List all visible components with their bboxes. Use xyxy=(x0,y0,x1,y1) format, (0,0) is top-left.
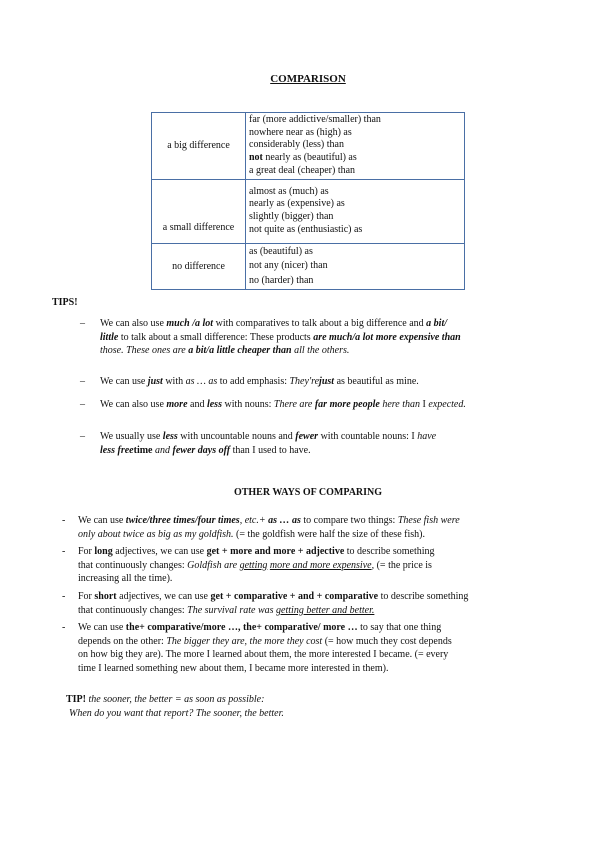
dash: - xyxy=(62,591,66,602)
text-run: get + more and more + adjective xyxy=(206,546,345,557)
text-run: short xyxy=(94,591,117,602)
example: a great deal (cheaper) than xyxy=(249,164,356,176)
text-run: here than xyxy=(379,399,421,410)
text-run: just xyxy=(147,376,163,387)
other-text xyxy=(78,514,548,541)
example: not quite as (enthusiastic) as xyxy=(249,223,363,235)
text-run: expected. xyxy=(428,399,466,410)
text-run: much /a lot xyxy=(166,318,214,329)
dash: – xyxy=(80,399,85,410)
example: as (beautiful) as xyxy=(249,245,313,257)
final-tip-line xyxy=(66,693,284,707)
other-text xyxy=(78,590,548,617)
text-run: to compare two things: xyxy=(300,515,398,526)
text-run: (= the price is xyxy=(376,559,432,571)
text-run: These fish were xyxy=(397,515,460,526)
text-run: less xyxy=(162,431,178,442)
other-text xyxy=(78,545,548,586)
text-run: a bit/ xyxy=(426,318,448,329)
tips-heading: TIPS! xyxy=(52,297,78,308)
text-run: far more people xyxy=(314,399,380,410)
example xyxy=(249,152,464,165)
text-run: increasing all the time). xyxy=(78,573,173,584)
example: considerably (less) than xyxy=(249,139,344,151)
text-run: We can use xyxy=(78,622,126,633)
text-run: just xyxy=(319,376,335,387)
text-run: get + comparative + and + comparative xyxy=(210,591,379,602)
tip-text xyxy=(100,317,540,358)
tip-text xyxy=(100,398,540,412)
dash: - xyxy=(62,546,66,557)
text-run: We can also use xyxy=(100,399,167,410)
tip-text: the sooner, the better = as soon as possible: xyxy=(86,694,265,705)
text-run: adjectives, we can use xyxy=(116,591,211,602)
text-run: those. These ones are xyxy=(100,345,189,356)
table-row xyxy=(152,113,465,180)
text-run: getting xyxy=(239,559,268,571)
text-run: time I learned something new about them, I became more interested in them). xyxy=(78,662,389,674)
text-run: all the others. xyxy=(291,345,350,356)
example-rest: nearly as (beautiful) as xyxy=(265,152,357,164)
table-row xyxy=(152,179,465,243)
text-run: We can use xyxy=(100,376,148,387)
row-label: a small difference xyxy=(152,179,246,243)
text-run: to talk about a small difference: These products xyxy=(118,331,314,343)
text-run: For xyxy=(78,546,95,557)
text-run: to describe something xyxy=(344,546,435,557)
tip-label: TIP! xyxy=(66,694,86,705)
dash: – xyxy=(80,431,85,442)
text-run: only about twice as big as my goldfish. xyxy=(78,528,234,540)
text-run: with nouns: xyxy=(221,399,274,410)
text-run: Goldfish are xyxy=(187,559,240,571)
text-run: adjectives, we can use xyxy=(112,546,207,557)
text-run: a bit/a little cheaper than xyxy=(188,345,292,356)
final-tip xyxy=(66,693,284,720)
text-run: We usually use xyxy=(100,431,163,442)
text-run: and xyxy=(187,399,207,410)
other-ways-heading: OTHER WAYS OF COMPARING xyxy=(233,487,383,498)
text-run: fewer xyxy=(295,431,319,442)
text-run: There are xyxy=(273,399,315,410)
text-run: that continuously changes: xyxy=(78,559,188,571)
text-run: with uncountable nouns and xyxy=(177,431,296,442)
row-examples xyxy=(246,243,465,290)
text-run: getting better and better. xyxy=(276,604,375,616)
text-run: on how big they are). The more I learned about them, the more interested I became. (= every xyxy=(78,649,449,660)
text-run: We can use xyxy=(78,515,126,526)
example: no (harder) than xyxy=(249,274,314,286)
text-run: twice/three times/four times xyxy=(125,515,240,526)
text-run: time xyxy=(133,444,153,456)
text-run: (= how much they cost depends xyxy=(322,635,452,647)
text-run: I xyxy=(420,399,429,410)
text-run: The survival rate was xyxy=(187,604,277,616)
example: nearly as (expensive) as xyxy=(249,198,345,210)
row-examples xyxy=(246,179,465,243)
tip-text xyxy=(100,375,540,389)
text-run: and xyxy=(152,444,173,456)
text-run: that continuously changes: xyxy=(78,604,188,616)
text-run: less free xyxy=(100,444,134,456)
text-run: than I used to have. xyxy=(230,444,311,456)
text-run: are much/a lot more expensive than xyxy=(313,331,461,343)
text-run: the+ comparative/more …, the+ comparative/ more … xyxy=(125,622,358,633)
text-run: The bigger they are, the more they cost xyxy=(166,635,323,647)
text-run: little xyxy=(100,331,119,343)
comparison-table xyxy=(151,112,465,290)
text-run: to describe something xyxy=(378,591,469,602)
row-label: a big difference xyxy=(152,113,246,180)
row-label: no difference xyxy=(152,243,246,290)
text-run: to say that one thing xyxy=(357,622,442,633)
text-run: as … as xyxy=(185,376,218,387)
text-run: , xyxy=(371,559,377,571)
dash: – xyxy=(80,318,85,329)
text-run: less xyxy=(206,399,222,410)
text-run: long xyxy=(94,546,113,557)
text-run: We can also use xyxy=(100,318,167,329)
other-text xyxy=(78,621,548,675)
table-row xyxy=(152,243,465,290)
example: slightly (bigger) than xyxy=(249,211,334,223)
tip-text xyxy=(100,430,540,457)
example: not any (nicer) than xyxy=(249,260,328,272)
example: far (more addictive/smaller) than xyxy=(249,114,381,125)
text-run: more and more expensive xyxy=(269,559,372,571)
row-examples xyxy=(246,113,465,180)
dash: - xyxy=(62,622,66,633)
text-run: have xyxy=(417,431,437,442)
text-run: depends on the other: xyxy=(78,635,167,647)
text-run: with comparatives to talk about a big difference and xyxy=(213,318,427,329)
bold-word: not xyxy=(249,152,263,164)
text-run: with countable nouns: I xyxy=(318,431,418,442)
page-title: COMPARISON xyxy=(270,73,346,85)
final-tip-line xyxy=(69,707,284,721)
text-run: as beautiful as mine. xyxy=(334,376,419,387)
text-run: with xyxy=(162,376,186,387)
text-run: They're xyxy=(289,376,320,387)
tip-example: When do you want that report? The sooner, the better. xyxy=(69,707,284,719)
text-run: as … as xyxy=(268,515,301,526)
text-run: more xyxy=(166,399,188,410)
dash: - xyxy=(62,515,66,526)
example: nowhere near as (high) as xyxy=(249,126,352,138)
example: almost as (much) as xyxy=(249,185,329,197)
text-run: (= the goldfish were half the size of these fish). xyxy=(233,528,425,540)
text-run: , etc.+ xyxy=(239,515,269,526)
text-run: fewer days off xyxy=(172,444,231,456)
dash: – xyxy=(80,376,85,387)
text-run: to add emphasis: xyxy=(217,376,290,387)
text-run: For xyxy=(78,591,95,602)
